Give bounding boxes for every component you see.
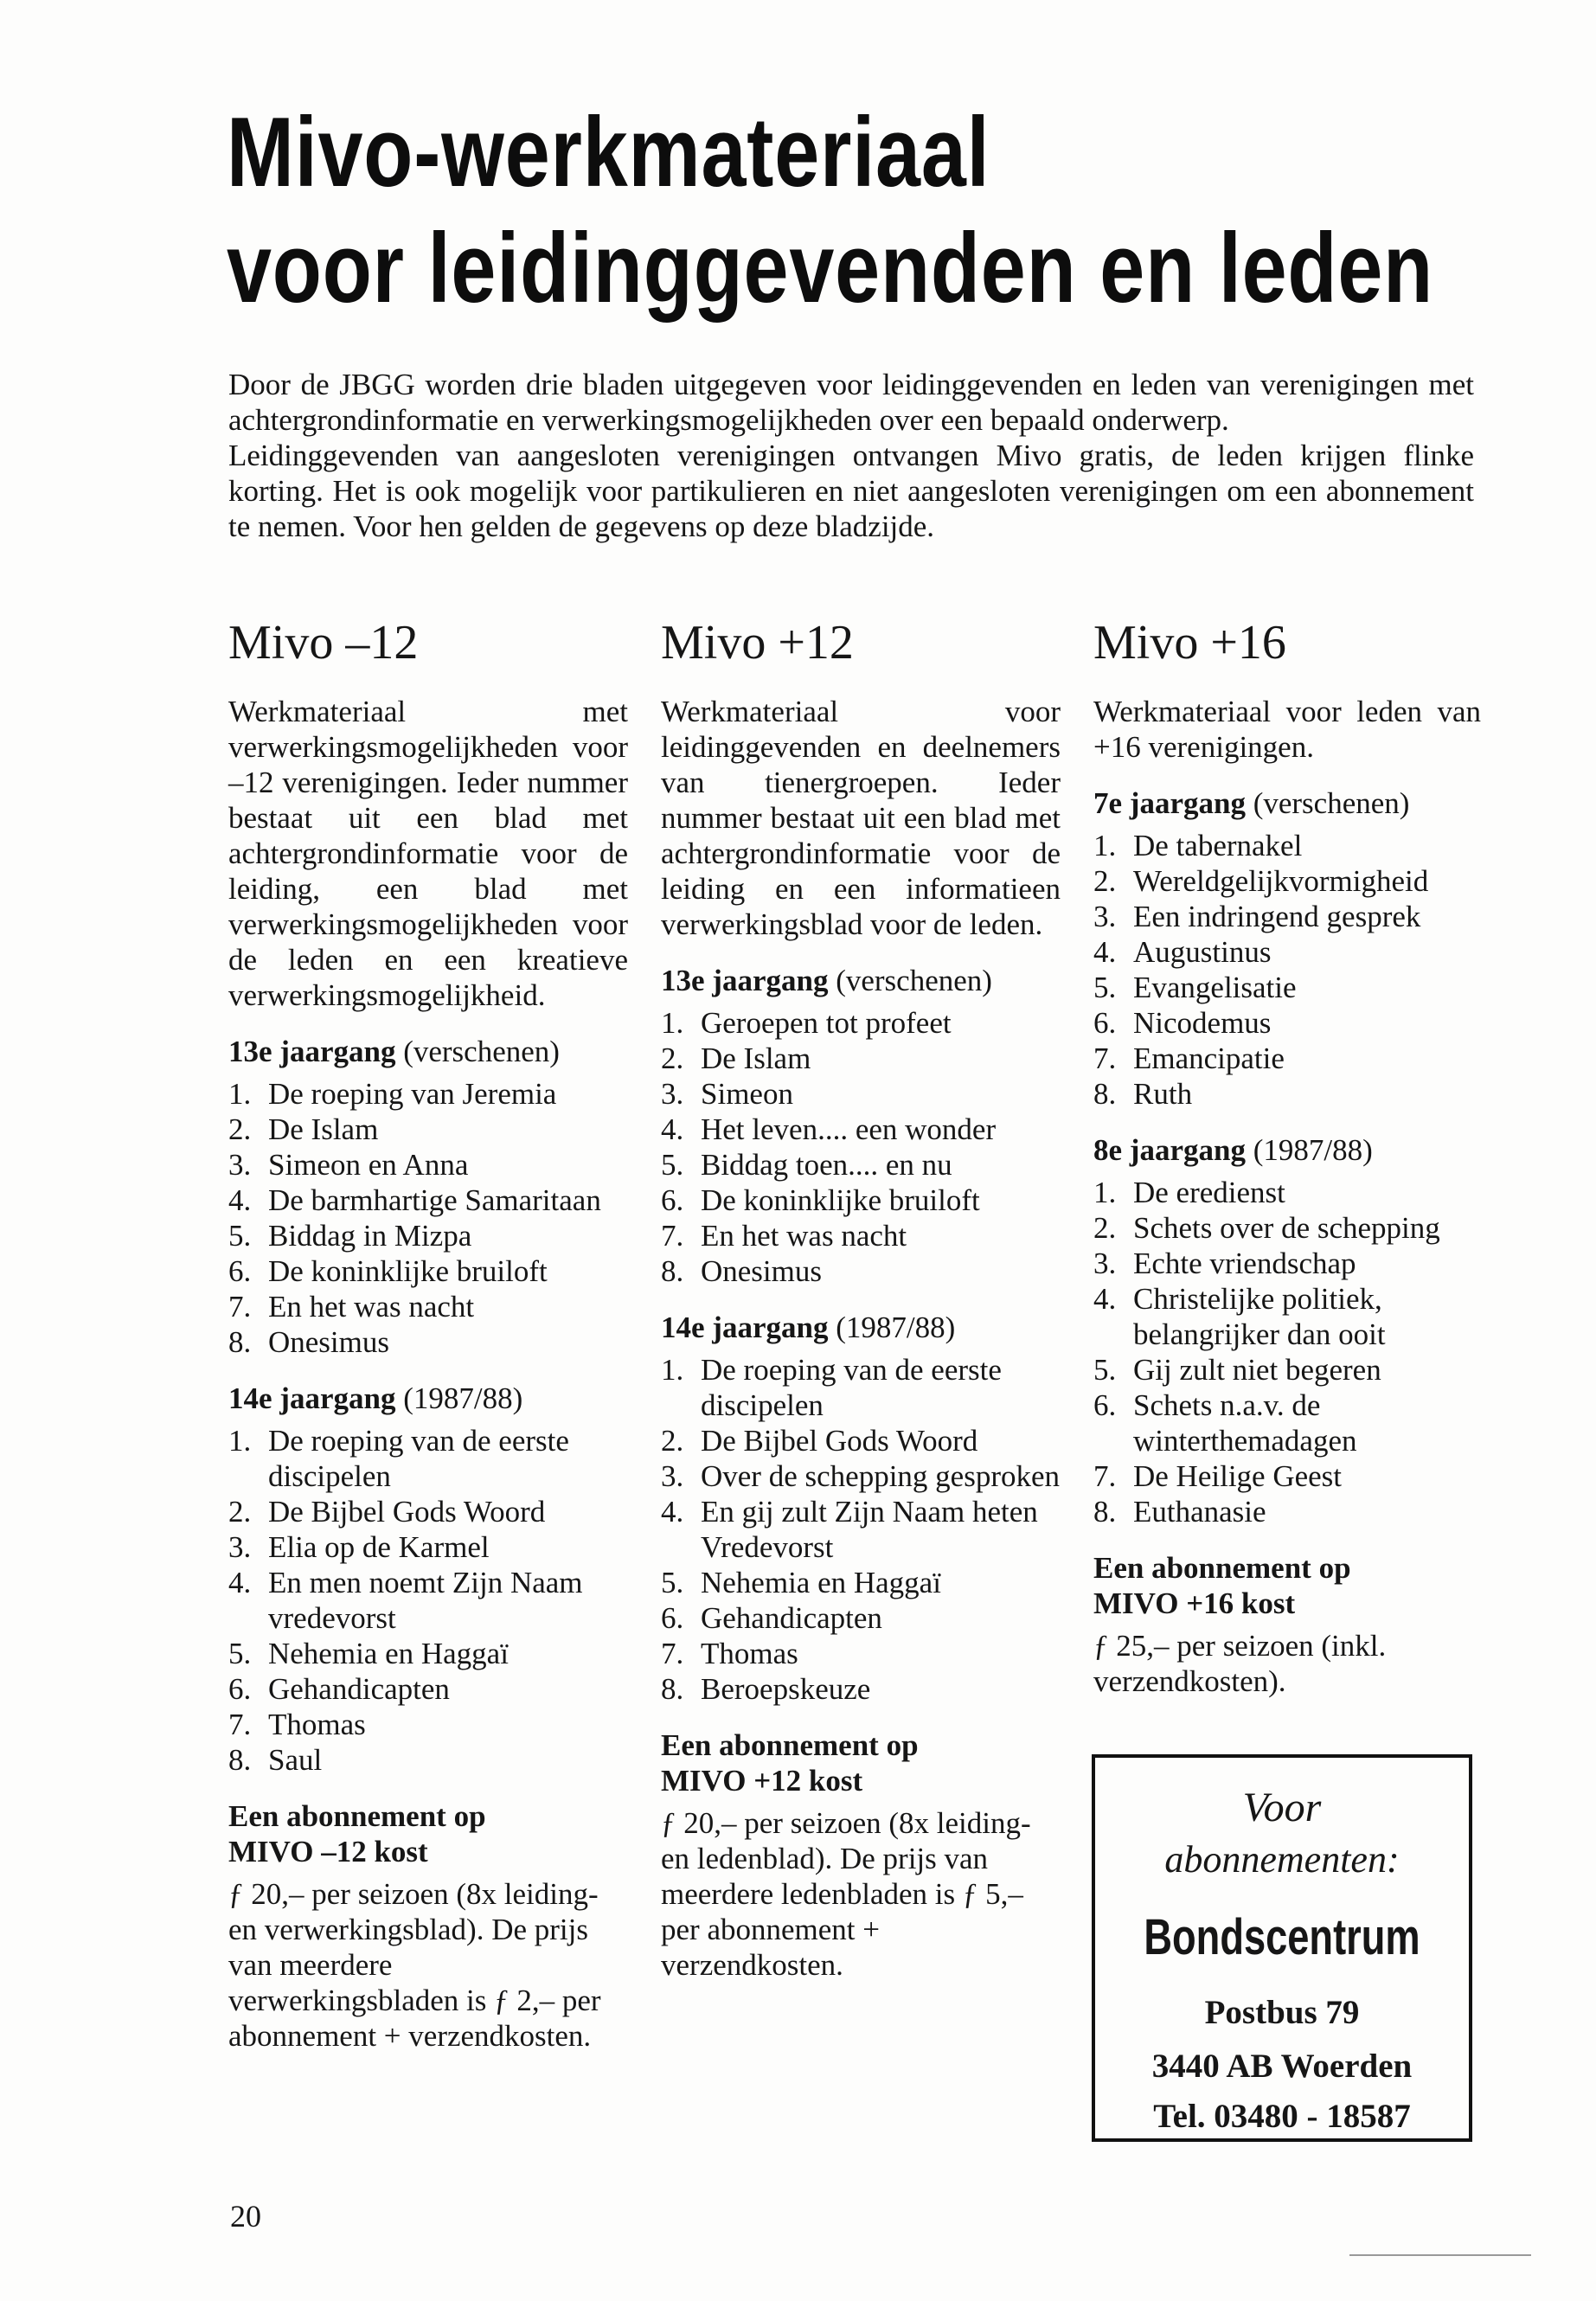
contact-box-address-2: 3440 AB Woerden [1151, 2048, 1413, 2085]
page-number: 20 [230, 2199, 261, 2234]
item-text: Nehemia en Haggaï [701, 1566, 941, 1599]
item-text: De roeping van de eerste discipelen [701, 1353, 1002, 1422]
list-item [1093, 1076, 1481, 1112]
list-item [661, 1671, 1061, 1707]
item-number: 1. [1093, 829, 1117, 862]
item-number: 4. [661, 1112, 684, 1146]
item-number: 4. [1093, 935, 1117, 969]
item-text: Euthanasie [1133, 1495, 1266, 1529]
item-text: En het was nacht [701, 1219, 907, 1253]
item-number: 5. [228, 1637, 252, 1670]
item-number: 4. [661, 1495, 684, 1529]
item-number: 8. [228, 1743, 252, 1777]
item-text: Simeon [701, 1077, 793, 1111]
item-text: Schets over de schepping [1133, 1211, 1440, 1245]
contact-box [1092, 1754, 1472, 2142]
subscription-heading [661, 1727, 1061, 1798]
year-note: (verschenen) [403, 1035, 560, 1068]
column-description: Werkmateriaal voor leden van +16 verenigingen. [1093, 695, 1481, 764]
list-item [1093, 1494, 1481, 1529]
topic-list [661, 1352, 1061, 1707]
item-number: 6. [228, 1672, 252, 1706]
item-text: De Heilige Geest [1133, 1459, 1343, 1493]
list-item [1093, 1388, 1481, 1458]
item-number: 1. [1093, 1176, 1117, 1209]
year-note: (1987/88) [1253, 1133, 1373, 1167]
item-number: 5. [1093, 1353, 1117, 1387]
list-item [661, 1458, 1061, 1494]
item-number: 2. [1093, 864, 1117, 898]
item-text: Christelijke politiek, belangrijker dan ooit [1133, 1282, 1386, 1351]
year-note: (1987/88) [836, 1311, 956, 1344]
item-number: 6. [661, 1183, 684, 1217]
item-text: Simeon en Anna [268, 1148, 469, 1182]
item-number: 7. [228, 1708, 252, 1741]
item-text: De Islam [268, 1112, 379, 1146]
item-number: 8. [661, 1672, 684, 1706]
list-item [661, 1636, 1061, 1671]
item-text: Biddag in Mizpa [268, 1219, 472, 1253]
item-text: Gehandicapten [701, 1601, 882, 1635]
item-number: 8. [1093, 1495, 1117, 1529]
year-heading [1093, 785, 1481, 821]
item-text: Over de schepping gesproken [701, 1459, 1061, 1493]
list-item [228, 1494, 628, 1529]
item-text: Saul [268, 1743, 323, 1777]
item-text: Thomas [268, 1708, 366, 1741]
list-item [661, 1183, 1061, 1218]
list-item [1093, 1352, 1481, 1388]
year-label: 8e jaargang [1093, 1133, 1246, 1167]
item-text: De koninklijke bruiloft [268, 1254, 548, 1288]
topic-list [228, 1076, 628, 1360]
list-item [228, 1671, 628, 1707]
item-text: De roeping van de eerste discipelen [268, 1424, 569, 1493]
list-item [228, 1076, 628, 1112]
item-text: En men noemt Zijn Naam vredevorst [268, 1566, 583, 1635]
year-label: 14e jaargang [661, 1311, 829, 1344]
subscription-heading-line-1: Een abonnement op [1093, 1551, 1351, 1585]
intro-paragraph-1: Door de JBGG worden drie bladen uitgegeven voor leidinggevenden en leden van verenigingen met achtergrondinformatie en verwerkingsmogelijkheden over een bepaald onderwerp. [228, 368, 1474, 437]
item-text: Onesimus [701, 1254, 822, 1288]
title-line-1: Mivo-werkmateriaal [227, 98, 990, 208]
item-text: Evangelisatie [1133, 971, 1297, 1004]
item-text: De koninklijke bruiloft [701, 1183, 980, 1217]
year-note: (1987/88) [403, 1381, 523, 1415]
list-item [1093, 1210, 1481, 1246]
topic-list [1093, 828, 1481, 1112]
item-text: En gij zult Zijn Naam heten Vredevorst [701, 1495, 1038, 1564]
list-item [228, 1529, 628, 1565]
list-item [1093, 1041, 1481, 1076]
list-item [661, 1076, 1061, 1112]
year-heading [228, 1034, 628, 1069]
list-item [661, 1423, 1061, 1458]
item-number: 5. [1093, 971, 1117, 1004]
item-number: 4. [1093, 1282, 1117, 1316]
list-item [1093, 934, 1481, 970]
list-item [1093, 1005, 1481, 1041]
year-heading [1093, 1132, 1481, 1168]
list-item [228, 1253, 628, 1289]
item-number: 6. [1093, 1006, 1117, 1040]
item-number: 3. [1093, 900, 1117, 933]
column-heading: Mivo +12 [661, 616, 854, 670]
item-number: 3. [661, 1077, 684, 1111]
list-item [1093, 970, 1481, 1005]
list-item [661, 1005, 1061, 1041]
item-number: 3. [1093, 1247, 1117, 1280]
item-number: 5. [661, 1566, 684, 1599]
item-text: De Islam [701, 1042, 811, 1075]
list-item [228, 1218, 628, 1253]
list-item [228, 1423, 628, 1494]
contact-box-address-1: Postbus 79 [1204, 1994, 1360, 2031]
item-number: 1. [228, 1424, 252, 1458]
list-item [228, 1707, 628, 1742]
item-number: 3. [228, 1148, 252, 1182]
item-text: Echte vriendschap [1133, 1247, 1356, 1280]
item-number: 5. [661, 1148, 684, 1182]
item-number: 7. [1093, 1459, 1117, 1493]
year-label: 7e jaargang [1093, 786, 1246, 820]
item-text: Gehandicapten [268, 1672, 450, 1706]
item-text: Een indringend gesprek [1133, 900, 1421, 933]
item-number: 6. [228, 1254, 252, 1288]
item-text: De eredienst [1133, 1176, 1285, 1209]
item-text: Nehemia en Haggaï [268, 1637, 509, 1670]
list-item [661, 1600, 1061, 1636]
item-text: Ruth [1133, 1077, 1193, 1111]
column-description: Werkmateriaal voor leidinggevenden en deelnemers van tienergroepen. Ieder nummer bestaat uit een blad met achtergrondinformatie voor de leiding en een informatieen verwerkingsblad voor de leden. [661, 695, 1061, 941]
list-item [1093, 1281, 1481, 1352]
year-label: 14e jaargang [228, 1381, 396, 1415]
topic-list [1093, 1175, 1481, 1529]
list-item [661, 1041, 1061, 1076]
subscription-price: ƒ 25,– per seizoen (inkl. verzendkosten). [1093, 1629, 1387, 1698]
year-label: 13e jaargang [661, 964, 829, 997]
item-number: 6. [661, 1601, 684, 1635]
item-text: Emancipatie [1133, 1042, 1285, 1075]
year-label: 13e jaargang [228, 1035, 396, 1068]
item-text: Geroepen tot profeet [701, 1006, 952, 1040]
item-number: 2. [228, 1112, 252, 1146]
item-number: 3. [228, 1530, 252, 1564]
subscription-price: ƒ 20,– per seizoen (8x leiding- en ledenblad). De prijs van meerdere ledenbladen is ƒ 5,– per abonnement + verzendkosten. [661, 1806, 1031, 1982]
page-title [227, 95, 1434, 327]
item-number: 1. [661, 1353, 684, 1387]
item-number: 6. [1093, 1388, 1117, 1422]
list-item [228, 1565, 628, 1636]
contact-box-phone: Tel. 03480 - 18587 [1153, 2098, 1411, 2135]
list-item [661, 1494, 1061, 1565]
item-text: Gij zult niet begeren [1133, 1353, 1381, 1387]
year-heading [661, 1310, 1061, 1345]
item-number: 5. [228, 1219, 252, 1253]
item-number: 7. [661, 1637, 684, 1670]
subscription-heading-line-2: MIVO +16 kost [1093, 1586, 1296, 1620]
item-text: De tabernakel [1133, 829, 1303, 862]
item-number: 2. [1093, 1211, 1117, 1245]
topic-list [661, 1005, 1061, 1289]
bottom-divider [1349, 2254, 1531, 2256]
topic-list [228, 1423, 628, 1778]
list-item [1093, 863, 1481, 899]
item-number: 8. [228, 1325, 252, 1359]
item-number: 2. [661, 1042, 684, 1075]
item-text: Augustinus [1133, 935, 1272, 969]
item-text: En het was nacht [268, 1290, 475, 1324]
list-item [661, 1253, 1061, 1289]
item-text: Onesimus [268, 1325, 389, 1359]
item-number: 1. [228, 1077, 252, 1111]
item-text: De barmhartige Samaritaan [268, 1183, 601, 1217]
subscription-heading-line-2: MIVO +12 kost [661, 1764, 863, 1798]
item-number: 1. [661, 1006, 684, 1040]
item-text: De Bijbel Gods Woord [701, 1424, 978, 1458]
list-item [228, 1742, 628, 1778]
item-text: Het leven.... een wonder [701, 1112, 997, 1146]
title-line-2: voor leidinggevenden en leden [227, 214, 1434, 324]
item-text: De roeping van Jeremia [268, 1077, 557, 1111]
item-text: Elia op de Karmel [268, 1530, 490, 1564]
contact-box-line-1: Voor [1242, 1785, 1322, 1830]
subscription-heading [228, 1798, 628, 1869]
year-note: (verschenen) [1253, 786, 1410, 820]
list-item [228, 1289, 628, 1324]
subscription-heading [1093, 1550, 1481, 1621]
list-item [228, 1324, 628, 1360]
list-item [1093, 899, 1481, 934]
column-mivo-min12 [228, 612, 628, 2054]
item-number: 4. [228, 1566, 252, 1599]
list-item [661, 1565, 1061, 1600]
item-number: 4. [228, 1183, 252, 1217]
item-number: 8. [1093, 1077, 1117, 1111]
column-heading: Mivo –12 [228, 616, 419, 670]
list-item [661, 1218, 1061, 1253]
list-item [1093, 1458, 1481, 1494]
intro-paragraph-2: Leidinggevenden van aangesloten verenigingen ontvangen Mivo gratis, de leden krijgen flinke korting. Het is ook mogelijk voor partikulieren en niet aangesloten verenigingen om een abonnement te nemen. Voor hen gelden de gegevens op deze bladzijde. [228, 439, 1474, 543]
list-item [661, 1112, 1061, 1147]
item-number: 7. [228, 1290, 252, 1324]
item-number: 8. [661, 1254, 684, 1288]
list-item [1093, 828, 1481, 863]
item-number: 7. [661, 1219, 684, 1253]
year-note: (verschenen) [836, 964, 992, 997]
item-text: Nicodemus [1133, 1006, 1272, 1040]
item-text: De Bijbel Gods Woord [268, 1495, 546, 1529]
list-item [661, 1352, 1061, 1423]
item-text: Schets n.a.v. de winterthemadagen [1133, 1388, 1357, 1458]
year-heading [661, 963, 1061, 998]
list-item [1093, 1175, 1481, 1210]
subscription-price: ƒ 20,– per seizoen (8x leiding- en verwerkingsblad). De prijs van meerdere verwerkingsbladen is ƒ 2,– per abonnement + verzendkosten. [228, 1877, 601, 2053]
item-number: 3. [661, 1459, 684, 1493]
item-number: 2. [228, 1495, 252, 1529]
item-text: Wereldgelijkvormigheid [1133, 864, 1429, 898]
list-item [661, 1147, 1061, 1183]
list-item [228, 1636, 628, 1671]
list-item [228, 1147, 628, 1183]
list-item [228, 1183, 628, 1218]
list-item [228, 1112, 628, 1147]
subscription-heading-line-1: Een abonnement op [661, 1728, 919, 1762]
intro [228, 367, 1474, 544]
item-number: 7. [1093, 1042, 1117, 1075]
item-number: 2. [661, 1424, 684, 1458]
column-heading: Mivo +16 [1093, 616, 1286, 670]
list-item [1093, 1246, 1481, 1281]
year-heading [228, 1381, 628, 1416]
contact-box-name: Bondscentrum [1144, 1909, 1420, 1965]
item-text: Beroepskeuze [701, 1672, 871, 1706]
subscription-heading-line-1: Een abonnement op [228, 1799, 486, 1833]
column-mivo-plus16 [1093, 612, 1481, 1699]
contact-box-line-2: abonnementen: [1164, 1838, 1400, 1881]
item-text: Biddag toen.... en nu [701, 1148, 952, 1182]
subscription-heading-line-2: MIVO –12 kost [228, 1835, 428, 1868]
item-text: Thomas [701, 1637, 798, 1670]
column-mivo-plus12 [661, 612, 1061, 1983]
column-description: Werkmateriaal met verwerkingsmogelijkheden voor –12 verenigingen. Ieder nummer bestaat uit een blad met achtergrondinformatie voor de leiding, een blad met verwerkingsmogelijkheden voor de leden en een kreatieve verwerkingsmogelijkheid. [228, 695, 628, 1012]
